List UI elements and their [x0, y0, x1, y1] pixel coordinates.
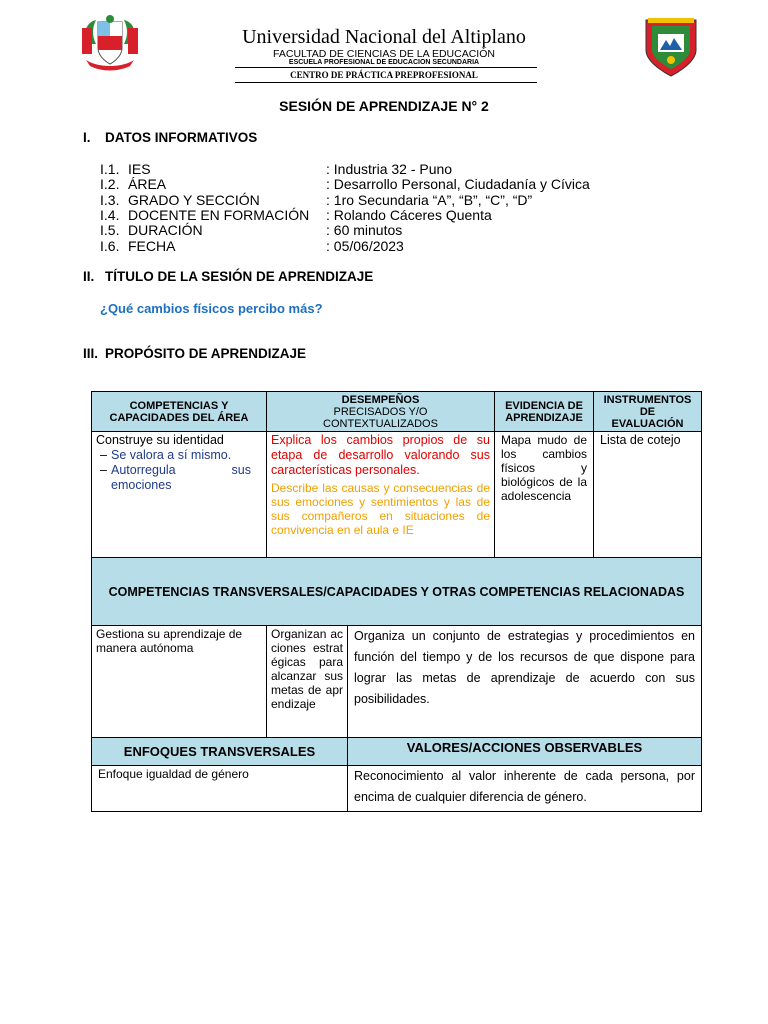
info-code: I.3. [100, 192, 120, 208]
trans-capacidad-text: Organizan acciones estratégicas para alcanzar sus metas de aprendizaje [271, 627, 343, 711]
info-row [100, 161, 452, 177]
info-label: FECHA [128, 238, 176, 254]
header-text: VALORES/ACCIONES OBSERVABLES [406, 740, 643, 755]
cell-desempenos [266, 431, 495, 558]
info-row [100, 238, 404, 254]
info-value: : Industria 32 - Puno [326, 161, 453, 177]
info-value: : Desarrollo Personal, Ciudadanía y Cívica [326, 176, 590, 192]
info-row [100, 207, 492, 223]
header-enfoques [91, 737, 348, 766]
header-evidencia [494, 391, 594, 432]
header-desempenos [266, 391, 495, 432]
capacidad-text: Se valora a sí mismo. [111, 448, 232, 462]
info-value: : 60 minutos [326, 222, 403, 238]
desempeno-orange-text: Describe las causas y consecuencias de sus emociones y sentimientos y las de sus compañeros en situaciones de convivencia en el aula e IE [271, 481, 490, 537]
cell-trans-capacidad [266, 625, 348, 738]
section-title: TÍTULO DE LA SESIÓN DE APRENDIZAJE [105, 269, 374, 284]
cell-enfoque [91, 765, 348, 812]
info-code: I.4. [100, 207, 120, 223]
cell-trans-competencia [91, 625, 267, 738]
desempeno-red-text: Explica los cambios propios de su etapa de desarrollo valorando sus características personales. [271, 433, 490, 477]
cell-instrumento [593, 431, 702, 558]
info-value: : Rolando Cáceres Quenta [326, 207, 492, 223]
transversales-header [91, 557, 702, 626]
info-value: : 1ro Secundaria “A”, “B”, “C”, “D” [326, 192, 533, 208]
info-code: I.6. [100, 238, 120, 254]
info-label: DURACIÓN [128, 222, 203, 238]
section-heading-1 [83, 130, 257, 145]
section-number: III. [83, 346, 99, 361]
section-number: I. [83, 130, 91, 145]
enfoque-text: Enfoque igualdad de género [98, 767, 249, 781]
capacidad-item [92, 448, 266, 463]
header-text: EVIDENCIA DE APRENDIZAJE [505, 399, 583, 424]
header-text: COMPETENCIAS Y CAPACIDADES DEL ÁREA [109, 399, 249, 424]
dash-bullet-icon: – [100, 448, 107, 462]
faculty-name: FACULTAD DE CIENCIAS DE LA EDUCACIÓN [273, 48, 495, 60]
evidencia-text: Mapa mudo de los cambios físicos y biológicos de la adolescencia [501, 433, 587, 503]
info-label: DOCENTE EN FORMACIÓN [128, 207, 310, 223]
header-divider [235, 67, 537, 68]
header-text: ENFOQUES TRANSVERSALES [123, 744, 316, 759]
info-row [100, 222, 402, 238]
instrumento-text: Lista de cotejo [600, 433, 681, 447]
header-competencias [91, 391, 267, 432]
cell-valor [347, 765, 702, 812]
session-title: SESIÓN DE APRENDIZAJE N° 2 [279, 98, 489, 114]
university-name: Universidad Nacional del Altiplano [242, 26, 526, 48]
capacidad-item [92, 463, 266, 493]
header-text: DESEMPEÑOS [341, 393, 420, 406]
transversales-header-text: COMPETENCIAS TRANSVERSALES/CAPACIDADES Y OTRAS COMPETENCIAS RELACIONADAS [108, 584, 685, 599]
section-heading-2 [83, 269, 373, 284]
capacidad-text: Autorregula sus emociones [111, 463, 251, 492]
cell-evidencia [494, 431, 594, 558]
school-name: ESCUELA PROFESIONAL DE EDUCACION SECUNDARIA [288, 59, 480, 66]
trans-desempeno-text: Organiza un conjunto de estrategias y procedimientos en función del tiempo y de los recursos de que dispone para lograr las metas de aprendizaje de acuerdo con sus posibilidades. [354, 629, 695, 706]
valor-text: Reconocimiento al valor inherente de cada persona, por encima de cualquier diferencia de género. [354, 769, 695, 804]
info-value: : 05/06/2023 [326, 238, 404, 254]
competencia-text: Construye su identidad [96, 433, 224, 447]
cell-trans-desempeno [347, 625, 702, 738]
header-subtext: PRECISADOS Y/O CONTEXTUALIZADOS [323, 405, 438, 430]
center-name: CENTRO DE PRÁCTICA PREPROFESIONAL [290, 70, 478, 80]
header-instrumentos [593, 391, 702, 432]
info-label: IES [128, 161, 151, 177]
header-divider [235, 82, 537, 83]
info-label: ÁREA [128, 176, 167, 192]
info-code: I.5. [100, 222, 120, 238]
info-label: GRADO Y SECCIÓN [128, 192, 260, 208]
session-question: ¿Qué cambios físicos percibo más? [100, 301, 323, 316]
info-row [100, 192, 532, 208]
section-number: II. [83, 269, 95, 284]
section-title: PROPÓSITO DE APRENDIZAJE [105, 346, 307, 361]
dash-bullet-icon: – [100, 463, 107, 477]
info-code: I.1. [100, 161, 120, 177]
info-code: I.2. [100, 176, 120, 192]
section-title: DATOS INFORMATIVOS [105, 130, 258, 145]
header-valores [347, 737, 702, 766]
cell-competencia [91, 431, 267, 558]
section-heading-3 [83, 346, 306, 361]
info-row [100, 176, 590, 192]
trans-competencia-text: Gestiona su aprendizaje de manera autónoma [96, 627, 243, 655]
header-text: INSTRUMENTOS DE EVALUACIÓN [603, 393, 692, 430]
